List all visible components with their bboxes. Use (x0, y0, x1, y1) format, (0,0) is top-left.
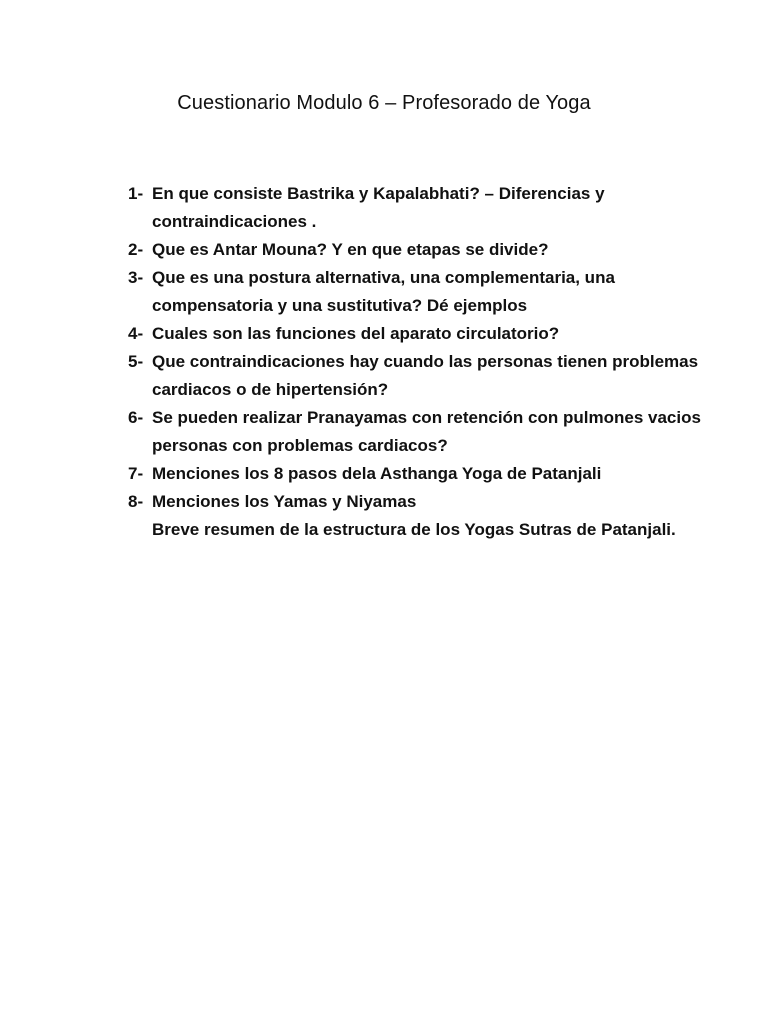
question-item (128, 180, 708, 236)
question-text: Menciones los Yamas y Niyamas (152, 492, 417, 511)
question-number: 4- (128, 324, 144, 343)
question-item (128, 348, 708, 404)
question-item (128, 264, 708, 320)
question-item (128, 460, 708, 488)
question-number: 5- (128, 352, 144, 371)
question-text: Que es Antar Mouna? Y en que etapas se divide? (152, 240, 549, 259)
question-item (128, 320, 708, 348)
question-number: 7- (128, 464, 144, 483)
question-item (128, 488, 708, 516)
question-text: Menciones los 8 pasos dela Asthanga Yoga de Patanjali (152, 464, 602, 483)
question-number: 1- (128, 184, 144, 203)
question-text: Que es una postura alternativa, una complementaria, una compensatoria y una sustitutiva? Dé ejemplos (152, 268, 615, 315)
question-item (128, 236, 708, 264)
question-text: Se pueden realizar Pranayamas con retención con pulmones vacios personas con problemas cardiacos? (152, 408, 701, 455)
question-text: Que contraindicaciones hay cuando las personas tienen problemas cardiacos o de hipertensión? (152, 352, 699, 399)
page-title: Cuestionario Modulo 6 – Profesorado de Yoga (177, 92, 591, 114)
question-text: Cuales son las funciones del aparato circulatorio? (152, 324, 560, 343)
question-number: 3- (128, 268, 144, 287)
summary-item: Breve resumen de la estructura de los Yogas Sutras de Patanjali. (152, 520, 676, 539)
question-list (128, 180, 708, 516)
question-number: 8- (128, 492, 144, 511)
question-text: En que consiste Bastrika y Kapalabhati? – Diferencias y contraindicaciones . (152, 184, 605, 231)
question-item (128, 404, 708, 460)
question-number: 6- (128, 408, 144, 427)
question-number: 2- (128, 240, 144, 259)
